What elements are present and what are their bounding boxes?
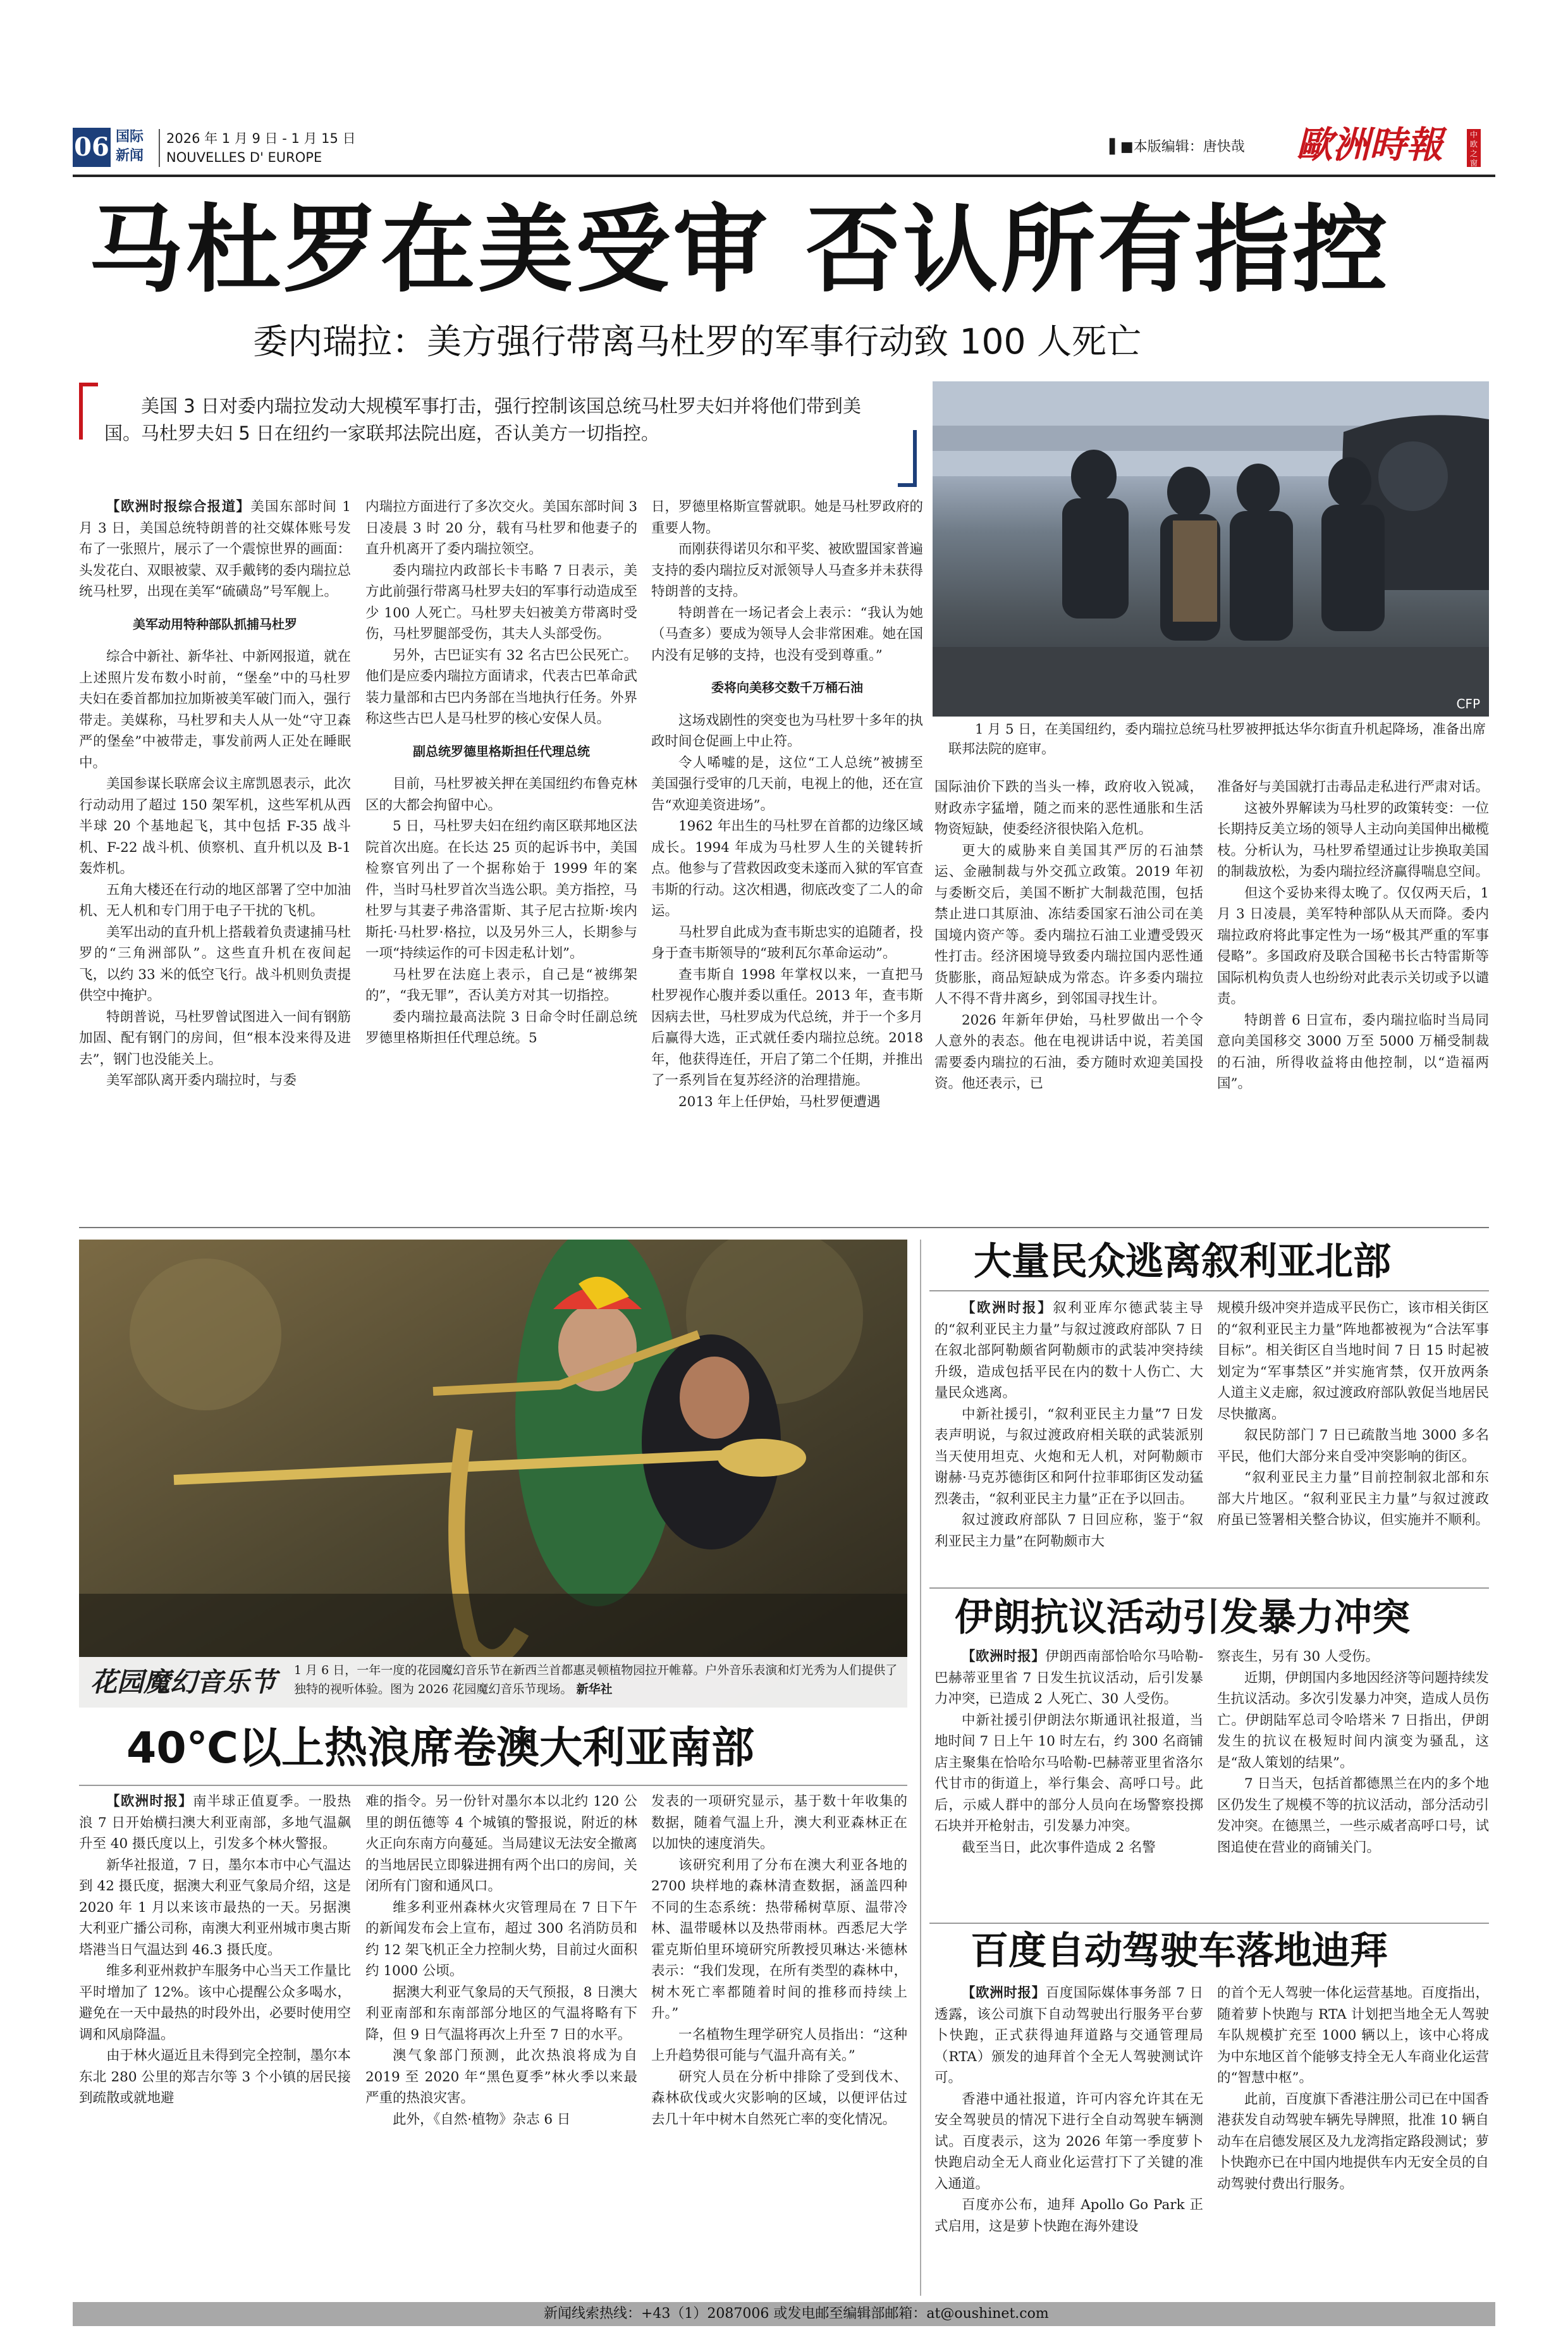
- concert-caption-text: 1 月 6 日，一年一度的花园魔幻音乐节在新西兰首都惠灵顿植物园拉开帷幕。户外音乐表演和灯光秀为人们提供了独特的视听体验。图为 2026 花园魔幻音乐节现场。: [294, 1663, 898, 1696]
- lead-paragraph: 特朗普在一场记者会上表示：“我认为她（马查多）要成为领导人会非常困难。她在国内没有足够的支持，也没有受到尊重。”: [651, 605, 923, 663]
- lead-paragraph: 目前，马杜罗被关押在美国纽约布鲁克林区的大都会拘留中心。: [365, 776, 637, 813]
- iran-paragraph: 近期，伊朗国内多地因经济等问题持续发生抗议活动。多次引发暴力冲突，造成人员伤亡。伊朗陆军总司令哈塔米 7 日指出，伊朗发生的抗议在极短时间内演变为骚乱，这是“敌人策划的结果”。: [1217, 1670, 1489, 1771]
- baidu-top-rule: [929, 1923, 1489, 1924]
- lead-subhead: 委将向美移交数千万桶石油: [711, 680, 863, 695]
- section-label: [116, 128, 154, 166]
- iran-paragraph: 7 日当天，包括首都德黑兰在内的多个地区仍发生了规模不等的抗议活动，部分活动引发冲突。在德黑兰，一些示威者高呼口号，试图追使在营业的商铺关门。: [1217, 1776, 1489, 1856]
- heatwave-column-1: [79, 1791, 351, 2297]
- logo-tag: 中欧之窗: [1467, 129, 1481, 167]
- iran-agency-tag: 【欧洲时报】: [962, 1649, 1046, 1665]
- baidu-column-1: [934, 1983, 1203, 2296]
- syria-paragraph: “叙利亚民主力量”目前控制叙北部和东部大片地区。“叙利亚民主力量”与叙过渡政府虽已签署相关整合协议，但实施并不顺利。: [1217, 1470, 1489, 1528]
- lead-headline: 马杜罗在美受审 否认所有指控: [89, 194, 1390, 305]
- masthead: [73, 123, 1495, 171]
- lead-column-2: [365, 496, 637, 1217]
- syria-paragraph: 叙利亚库尔德武装主导的“叙利亚民主力量”与叙过渡政府部队 7 日在叙北部阿勒颇省阿勒颇市的武装冲突持续升级，造成包括平民在内的数十人伤亡、大量民众逃离。: [934, 1300, 1203, 1401]
- section-line1: 国际: [116, 129, 144, 145]
- syria-paragraph: 规模升级冲突并造成平民伤亡，该市相关街区的“叙利亚民主力量”阵地都被视为“合法军事目标”。相关街区自当地时间 7 日 15 时起被划定为“军事禁区”并实施宵禁，仅开放两条人道主义走廊，叙过渡政府部队敦促当地居民尽快撤离。: [1217, 1300, 1489, 1422]
- footer-hotline: 新闻线索热线：+43（1）2087006 或发电邮至编辑部邮箱：at@oushinet.com: [544, 2306, 1049, 2322]
- baidu-paragraph: 百度国际媒体事务部 7 日透露，该公司旗下自动驾驶出行服务平台萝卜快跑，正式获得迪拜道路与交通管理局（RTA）颁发的迪拜首个全无人驾驶测试许可。: [934, 1985, 1203, 2086]
- baidu-agency-tag: 【欧洲时报】: [962, 1985, 1046, 2001]
- lead-column-5: [1217, 777, 1489, 1219]
- concert-photo-credit: 新华社: [576, 1682, 613, 1696]
- lede-bracket-left: [79, 383, 98, 440]
- heatwave-paragraph: 研究人员在分析中排除了受到伐木、森林砍伐或火灾影响的区域，以便评估过去几十年中树木自然死亡率的变化情况。: [651, 2069, 907, 2128]
- lead-paragraph: 更大的威胁来自美国其严厉的石油禁运、金融制裁与外交孤立政策。2019 年初与委断交后，美国不断扩大制裁范围，包括禁止进口其原油、冻结委国家石油公司在美国境内资产等。委内瑞拉石油工业遭受毁灭性打击。经济困境导致委内瑞拉国内恶性通货膨胀，商品短缺成为常态。许多委内瑞拉人不得不背井离乡，到邻国寻找生计。: [934, 842, 1203, 1007]
- baidu-paragraph: 的首个无人驾驶一体化运营基地。百度指出，随着萝卜快跑与 RTA 计划把当地全无人驾驶车队规模扩充至 1000 辆以上，该中心将成为中东地区首个能够支持全无人车商业化运营的“智慧中枢”。: [1217, 1985, 1489, 2086]
- lead-paragraph: 但这个妥协来得太晚了。仅仅两天后，1 月 3 日凌晨，美军特种部队从天而降。委内瑞拉政府将此事定性为一场“极其严重的军事侵略”。多国政府及联合国秘书长古特雷斯等国际机构负责人也纷纷对此表示关切或予以谴责。: [1217, 885, 1489, 1007]
- baidu-column-2: [1217, 1983, 1489, 2296]
- lead-paragraph: 而刚获得诺贝尔和平奖、被欧盟国家普遍支持的委内瑞拉反对派领导人马查多并未获得特朗普的支持。: [651, 541, 923, 600]
- lede-box: [79, 383, 917, 487]
- lead-paragraph: 日，罗德里格斯宣誓就职。她是马杜罗政府的重要人物。: [651, 499, 923, 536]
- heatwave-paragraph: 新华社报道，7 日，墨尔本市中心气温达到 42 摄氏度，据澳大利亚气象局介绍，这是 2020 年 1 月以来该市最热的一天。另据澳大利亚广播公司称，南澳大利亚州城市奥古斯塔港当日气温达到 46.3 摄氏度。: [79, 1857, 351, 1958]
- lead-column-3: [651, 496, 923, 1217]
- iran-column-1: [934, 1646, 1203, 1918]
- baidu-paragraph: 此前，百度旗下香港注册公司已在中国香港获发自动驾驶车辆先导牌照，批准 10 辆自动车在启德发展区及九龙湾指定路段测试；萝卜快跑亦已在中国内地提供车内无安全员的自动驾驶付费出行服务。: [1217, 2091, 1489, 2192]
- iran-headline: 伊朗抗议活动引发暴力冲突: [955, 1596, 1410, 1640]
- iran-paragraph: 察丧生，另有 30 人受伤。: [1217, 1649, 1380, 1665]
- baidu-paragraph: 香港中通社报道，许可内容允许其在无安全驾驶员的情况下进行全自动驾驶车辆测试。百度表示，这为 2026 年第一季度萝卜快跑启动全无人商业化运营打下了关键的准入通道。: [934, 2091, 1203, 2192]
- heatwave-paragraph: 据澳大利亚气象局的天气预报，8 日澳大利亚南部和东南部部分地区的气温将略有下降，但 9 日气温将再次上升至 7 日的水平。: [365, 1984, 637, 2043]
- lead-subheadline: 委内瑞拉：美方强行带离马杜罗的军事行动致 100 人死亡: [253, 321, 1141, 362]
- heatwave-paragraph: 难的指令。另一份针对墨尔本以北约 120 公里的朗伍德等 4 个城镇的警报说，附近的林火正向东南方向蔓延。当局建议无法安全撤离的当地居民立即躲进拥有两个出口的房间，关闭所有门窗和通风口。: [365, 1794, 637, 1894]
- section-line2: 新闻: [116, 148, 144, 164]
- concert-photo-scene: [79, 1240, 907, 1708]
- lead-column-1: [79, 496, 351, 1217]
- lead-paragraph: 美国东部时间 1 月 3 日，美国总统特朗普的社交媒体账号发布了一张照片，展示了一个震惊世界的画面：头发花白、双眼被蒙、双手戴铐的委内瑞拉总统马杜罗，出现在美军“硫磺岛”号军舰上。: [79, 499, 351, 600]
- concert-photo: [79, 1240, 907, 1708]
- syria-headline: 大量民众逃离叙利亚北部: [974, 1240, 1391, 1284]
- lead-paragraph: 委内瑞拉最高法院 3 日命令时任副总统罗德里格斯担任代理总统。5: [365, 1009, 637, 1046]
- lead-paragraph: 综合中新社、新华社、中新网报道，就在上述照片发布数小时前，“堡垒”中的马杜罗夫妇在委首都加拉加斯被美军破门而入，强行带走。美媒称，马杜罗和夫人从一处“守卫森严的堡垒”中被带走，事发前两人正处在睡眠中。: [79, 649, 351, 771]
- heatwave-paragraph: 南半球正值夏季。一股热浪 7 日开始横扫澳大利亚南部，多地气温飙升至 40 摄氏度以上，引发多个林火警报。: [79, 1794, 351, 1852]
- lead-paragraph: 另外，古巴证实有 32 名古巴公民死亡。他们是应委内瑞拉方面请求，代表古巴革命武装力量部和古巴内务部在当地执行任务。外界称这些古巴人是马杜罗的核心安保人员。: [365, 647, 637, 727]
- syria-paragraph: 中新社援引，“叙利亚民主力量”7 日发表声明说，与叙过渡政府相关联的武装派别当天使用坦克、火炮和无人机，对阿勒颇市谢赫·马克苏德街区和阿什拉菲耶街区发动猛烈袭击，“叙利亚民主力量”正在予以回击。: [934, 1406, 1203, 1507]
- syria-paragraph: 叙民防部门 7 日已疏散当地 3000 多名平民，他们大部分来自受冲突影响的街区。: [1217, 1427, 1489, 1465]
- lead-paragraph: 委内瑞拉内政部长卡韦略 7 日表示，美方此前强行带离马杜罗夫妇的军事行动造成至少 100 人死亡。马杜罗夫妇被美方带离时受伤，马杜罗腿部受伤，其夫人头部受伤。: [365, 562, 637, 642]
- editor-text: 本版编辑：唐快哉: [1133, 139, 1245, 155]
- heatwave-paragraph: 此外，《自然·植物》杂志 6 日: [393, 2111, 571, 2128]
- lead-paragraph: 特朗普 6 日宣布，委内瑞拉临时当局同意向美国移交 3000 万至 5000 万桶受制裁的石油，所得收益将由他控制，以“造福两国”。: [1217, 1012, 1489, 1092]
- lead-paragraph: 令人唏嘘的是，这位“工人总统”被掳至美国强行受审的几天前，电视上的他，还在宣告“欢迎美资进场”。: [651, 754, 923, 813]
- lead-subhead: 美军动用特种部队抓捕马杜罗: [133, 616, 297, 632]
- column-divider-vertical: [920, 1240, 921, 2296]
- heatwave-headline: 40℃以上热浪席卷澳大利亚南部: [126, 1723, 754, 1773]
- heatwave-paragraph: 维多利亚州森林火灾管理局在 7 日下午的新闻发布会上宣布，超过 300 名消防员和约 12 架飞机正全力控制火势，目前过火面积约 1000 公顷。: [365, 1899, 637, 1979]
- syria-paragraph: 叙过渡政府部队 7 日回应称，鉴于“叙利亚民主力量”在阿勒颇市大: [934, 1512, 1203, 1549]
- masthead-rule: [73, 175, 1495, 177]
- concert-photo-title: 花园魔幻音乐节: [90, 1666, 277, 1697]
- baidu-headline: 百度自动驾驶车落地迪拜: [971, 1929, 1388, 1973]
- syria-rule: [929, 1290, 1489, 1291]
- lead-paragraph: 查韦斯自 1998 年掌权以来，一直把马杜罗视作心腹并委以重任。2013 年，查韦斯因病去世，马杜罗成为代总统，并于一个多月后赢得大选，正式就任委内瑞拉总统。2018 年，他获得连任，开启了第二个任期，并推出了一系列旨在复苏经济的治理措施。: [651, 966, 923, 1088]
- iran-paragraph: 伊朗西南部恰哈尔马哈勒-巴赫蒂亚里省 7 日发生抗议活动，后引发暴力冲突，已造成 2 人死亡、30 人受伤。: [934, 1649, 1203, 1707]
- lead-paragraph: 国际油价下跌的当头一棒，政府收入锐减，财政赤字猛增，随之而来的恶性通胀和生活物资短缺，使委经济很快陷入危机。: [934, 779, 1203, 837]
- lead-paragraph: 五角大楼还在行动的地区部署了空中加油机、无人机和专门用于电子干扰的飞机。: [79, 882, 351, 919]
- edition-name: NOUVELLES D' EUROPE: [166, 150, 322, 165]
- lead-paragraph: 马杜罗自此成为查韦斯忠实的追随者，投身于查韦斯领导的“玻利瓦尔革命运动”。: [651, 924, 923, 961]
- lead-paragraph: 准备好与美国就打击毒品走私进行严肃对话。: [1217, 779, 1489, 795]
- iran-paragraph: 截至当日，此次事件造成 2 名警: [962, 1839, 1156, 1856]
- lead-paragraph: 这场戏剧性的突变也为马杜罗十多年的执政时间仓促画上中止符。: [651, 712, 923, 749]
- section-divider-horizontal: [79, 1227, 1489, 1228]
- lead-paragraph: 内瑞拉方面进行了多次交火。美国东部时间 3 日凌晨 3 时 20 分，载有马杜罗和他妻子的直升机离开了委内瑞拉领空。: [365, 499, 637, 557]
- lead-paragraph: 2013 年上任伊始，马杜罗便遭遇: [678, 1093, 881, 1110]
- lead-paragraph: 特朗普说，马杜罗曾试图进入一间有钢筋加固、配有钢门的房间，但“根本没来得及进去”，钢门也没能关上。: [79, 1009, 351, 1068]
- lead-paragraph: 这被外界解读为马杜罗的政策转变：一位长期持反美立场的领导人主动向美国伸出橄榄枝。分析认为，马杜罗希望通过让步换取美国的制裁放松，为委内瑞拉经济赢得喘息空间。: [1217, 800, 1489, 880]
- lead-paragraph: 美军出动的直升机上搭载着负责逮捕马杜罗的“三角洲部队”。这些直升机在夜间起飞，以约 33 米的低空飞行。战斗机则负责提供空中掩护。: [79, 924, 351, 1004]
- page-number: 06: [73, 128, 111, 167]
- lede-bracket-right: [898, 430, 917, 487]
- lead-paragraph: 美军部队离开委内瑞拉时，与委: [106, 1073, 297, 1088]
- lead-paragraph: 2026 年新年伊始，马杜罗做出一个令人意外的表态。他在电视讲话中说，若美国需要委内瑞拉的石油，委方随时欢迎美国投资。他还表示，已: [934, 1012, 1203, 1092]
- lead-agency-tag: 【欧洲时报综合报道】: [106, 499, 251, 515]
- editor-marker: ▌■: [1110, 139, 1134, 155]
- heatwave-paragraph: 该研究利用了分布在澳大利亚各地的 2700 块样地的森林清查数据，涵盖四种不同的生态系统：热带稀树草原、温带冷林、温带暖林以及热带雨林。西悉尼大学霍克斯伯里环境研究所教授贝琳达·米德林表示：“我们发现，在所有类型的森林中，树木死亡率都随着时间的推移而持续上升。”: [651, 1857, 907, 2021]
- syria-column-1: [934, 1298, 1203, 1582]
- iran-paragraph: 中新社援引伊朗法尔斯通讯社报道，当地时间 7 日上午 10 时左右，约 300 名商铺店主聚集在恰哈尔马哈勒-巴赫蒂亚里省洛尔代甘市的街道上，举行集会、高呼口号。此后，示威人群中的部分人员向在场警察投掷石块并开枪射击，引发暴力冲突。: [934, 1712, 1203, 1834]
- lead-column-4: [934, 777, 1203, 1219]
- syria-agency-tag: 【欧洲时报】: [962, 1300, 1053, 1316]
- heatwave-paragraph: 澳气象部门预测，此次热浪将成为自 2019 至 2020 年“黑色夏季”林火季以来最严重的热浪灾害。: [365, 2048, 637, 2106]
- heatwave-rule: [79, 1785, 907, 1786]
- heatwave-paragraph: 一名植物生理学研究人员指出：“这种上升趋势很可能与气温升高有关。”: [651, 2026, 907, 2064]
- lead-subhead: 副总统罗德里格斯担任代理总统: [413, 743, 590, 759]
- iran-top-rule: [929, 1587, 1489, 1589]
- heatwave-agency-tag: 【欧洲时报】: [106, 1794, 193, 1809]
- lead-paragraph: 美国参谋长联席会议主席凯恩表示，此次行动动用了超过 150 架军机，这些军机从西半球 20 个基地起飞，其中包括 F-35 战斗机、F-22 战斗机、侦察机、直升机以及 B-1 轰炸机。: [79, 776, 351, 877]
- lead-photo-scene: [933, 381, 1489, 717]
- iran-column-2: [1217, 1646, 1489, 1918]
- heatwave-column-2: [365, 1791, 637, 2297]
- lead-paragraph: 1962 年出生的马杜罗在首都的边缘区域成长。1994 年成为马杜罗人生的关键转折点。他参与了营救因政变未遂而入狱的军官查韦斯的行动。这次相遇，彻底改变了二人的命运。: [651, 818, 923, 919]
- masthead-logo: 歐洲時報: [1296, 123, 1443, 166]
- heatwave-paragraph: 维多利亚州救护车服务中心当天工作量比平时增加了 12%。该中心提醒公众多喝水，避免在一天中最热的时段外出，必要时使用空调和风扇降温。: [79, 1963, 351, 2043]
- lede-text: 美国 3 日对委内瑞拉发动大规模军事打击，强行控制该国总统马杜罗夫妇并将他们带到美国。马杜罗夫妇 5 日在纽约一家联邦法院出庭，否认美方一切指控。: [104, 395, 861, 444]
- concert-photo-caption: [294, 1661, 901, 1699]
- baidu-paragraph: 百度亦公布，迪拜 Apollo Go Park 正式启用，这是萝卜快跑在海外建设: [934, 2197, 1203, 2234]
- lead-photo-caption: 1 月 5 日，在美国纽约，委内瑞拉总统马杜罗被押抵达华尔街直升机起降场，准备出席联邦法院的庭审。: [948, 722, 1486, 756]
- editor-label: [1110, 138, 1245, 157]
- lead-paragraph: 5 日，马杜罗夫妇在纽约南区联邦地区法院首次出庭。在长达 25 页的起诉书中，美国检察官列出了一个据称始于 1999 年的案件，当时马杜罗首次当选公职。美方指控，马杜罗与其妻子弗洛雷斯、其子尼古拉斯·埃内斯托·马杜罗·格拉，以及另外三人，长期参与一项“持续运作的可卡因走私计划”。: [365, 818, 637, 961]
- lead-photo: [933, 381, 1489, 717]
- lead-paragraph: 马杜罗在法庭上表示，自己是“被绑架的”，“我无罪”，否认美方对其一切指控。: [365, 966, 637, 1004]
- heatwave-paragraph: 由于林火逼近且未得到完全控制，墨尔本东北 280 公里的郑吉尔等 3 个小镇的居民接到疏散或就地避: [79, 2048, 351, 2106]
- syria-column-2: [1217, 1298, 1489, 1582]
- lead-photo-credit: CFP: [1456, 696, 1480, 711]
- section-divider: [159, 129, 160, 167]
- heatwave-paragraph: 发表的一项研究显示，基于数十年收集的数据，随着气温上升，澳大利亚森林正在以加快的速度消失。: [651, 1794, 907, 1852]
- date-range: 2026 年 1 月 9 日 - 1 月 15 日: [166, 131, 356, 146]
- heatwave-column-3: [651, 1791, 907, 2297]
